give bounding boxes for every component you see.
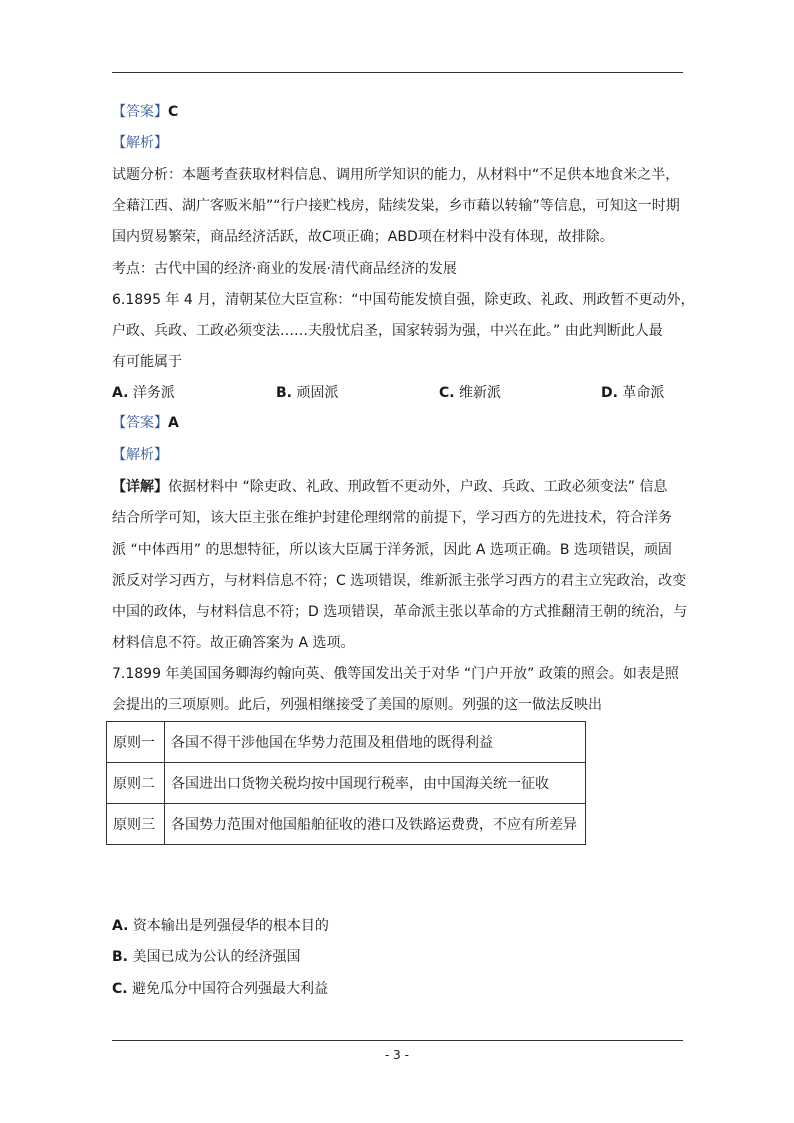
q5-analysis-tag: 【解析】 (112, 135, 168, 151)
q6-detail-line: 派反对学习西方，与材料信息不符；C 选项错误，维新派主张学习西方的君主立宪政治，改变 (112, 573, 687, 589)
principle-value: 各国不得干涉他国在华势力范围及租借地的既得利益 (165, 722, 586, 763)
q7-stem-line: 会提出的三项原则。此后，列强相继接受了美国的原则。列强的这一做法反映出 (112, 697, 602, 713)
q7-option-b: B. 美国已成为公认的经济强国 (112, 949, 301, 965)
q6-analysis-tag: 【解析】 (112, 447, 168, 463)
q5-analysis-line: 国内贸易繁荣，商品经济活跃，故C项正确；ABD项在材料中没有体现，故排除。 (112, 229, 614, 245)
q7-stem-line: 7.1899 年美国国务卿海约翰向英、俄等国发出关于对华 “门户开放” 政策的照会。如表是照 (112, 666, 679, 682)
q6-detail-line: 中国的政体，与材料信息不符；D 选项错误，革命派主张以革命的方式推翻清王朝的统治，与 (112, 604, 688, 620)
table-row (107, 763, 586, 804)
q6-answer (112, 413, 179, 433)
answer-value: C (168, 104, 179, 120)
q5-analysis-line: 试题分析：本题考查获取材料信息、调用所学知识的能力，从材料中“不足供本地食米之半， (112, 167, 680, 183)
principle-key: 原则二 (107, 763, 165, 804)
q6-detail-line: 派 “中体西用” 的思想特征，所以该大臣属于洋务派，因此 A 选项正确。B 选项错误，顽固 (112, 542, 672, 558)
answer-value: A (168, 415, 179, 431)
q5-kaodian: 考点：古代中国的经济·商业的发展·清代商品经济的发展 (112, 261, 457, 277)
detail-tag: 【详解】 (112, 479, 168, 495)
q6-option-b: B. 顽固派 (276, 385, 339, 401)
principles-table (106, 721, 586, 845)
q6-detail-line: 结合所学可知，该大臣主张在维护封建伦理纲常的前提下，学习西方的先进技术，符合洋务 (112, 510, 672, 526)
answer-tag: 【答案】 (112, 415, 168, 431)
principle-value: 各国进出口货物关税均按中国现行税率，由中国海关统一征收 (165, 763, 586, 804)
q6-stem-line: 户政、兵政、工政必须变法……夫殷忧启圣，国家转弱为强，中兴在此。” 由此判断此人最 (112, 323, 663, 339)
q6-stem-line: 有可能属于 (112, 354, 182, 370)
q6-option-d: D. 革命派 (601, 385, 665, 401)
q5-analysis-line: 全藉江西、湖广客贩米船”“行户接贮栈房，陆续发粜，乡市藉以转输”等信息，可知这一时期 (112, 198, 680, 214)
page-number: - 3 - (385, 1048, 409, 1062)
q6-detail-line: 材料信息不符。故正确答案为 A 选项。 (112, 635, 355, 651)
answer-tag: 【答案】 (112, 104, 168, 120)
q6-option-c: C. 维新派 (439, 385, 502, 401)
table-row (107, 804, 586, 845)
q5-answer (112, 102, 178, 122)
principle-key: 原则三 (107, 804, 165, 845)
q6-stem-line: 6.1895 年 4 月，清朝某位大臣宣称：“中国苟能发愤自强，除吏政、礼政、刑政暂不更动外， (112, 292, 695, 308)
footer-rule (112, 1040, 683, 1041)
table-row (107, 722, 586, 763)
principle-value: 各国势力范围对他国船舶征收的港口及铁路运费费，不应有所差异 (165, 804, 586, 845)
q6-detail-line: 【详解】依据材料中 “除吏政、礼政、刑政暂不更动外，户政、兵政、工政必须变法” 信息 (112, 479, 668, 495)
q7-option-c: C. 避免瓜分中国符合列强最大利益 (112, 981, 329, 997)
q6-option-a: A. 洋务派 (112, 385, 175, 401)
header-rule (112, 72, 683, 73)
principle-key: 原则一 (107, 722, 165, 763)
q7-option-a: A. 资本输出是列强侵华的根本目的 (112, 918, 329, 934)
